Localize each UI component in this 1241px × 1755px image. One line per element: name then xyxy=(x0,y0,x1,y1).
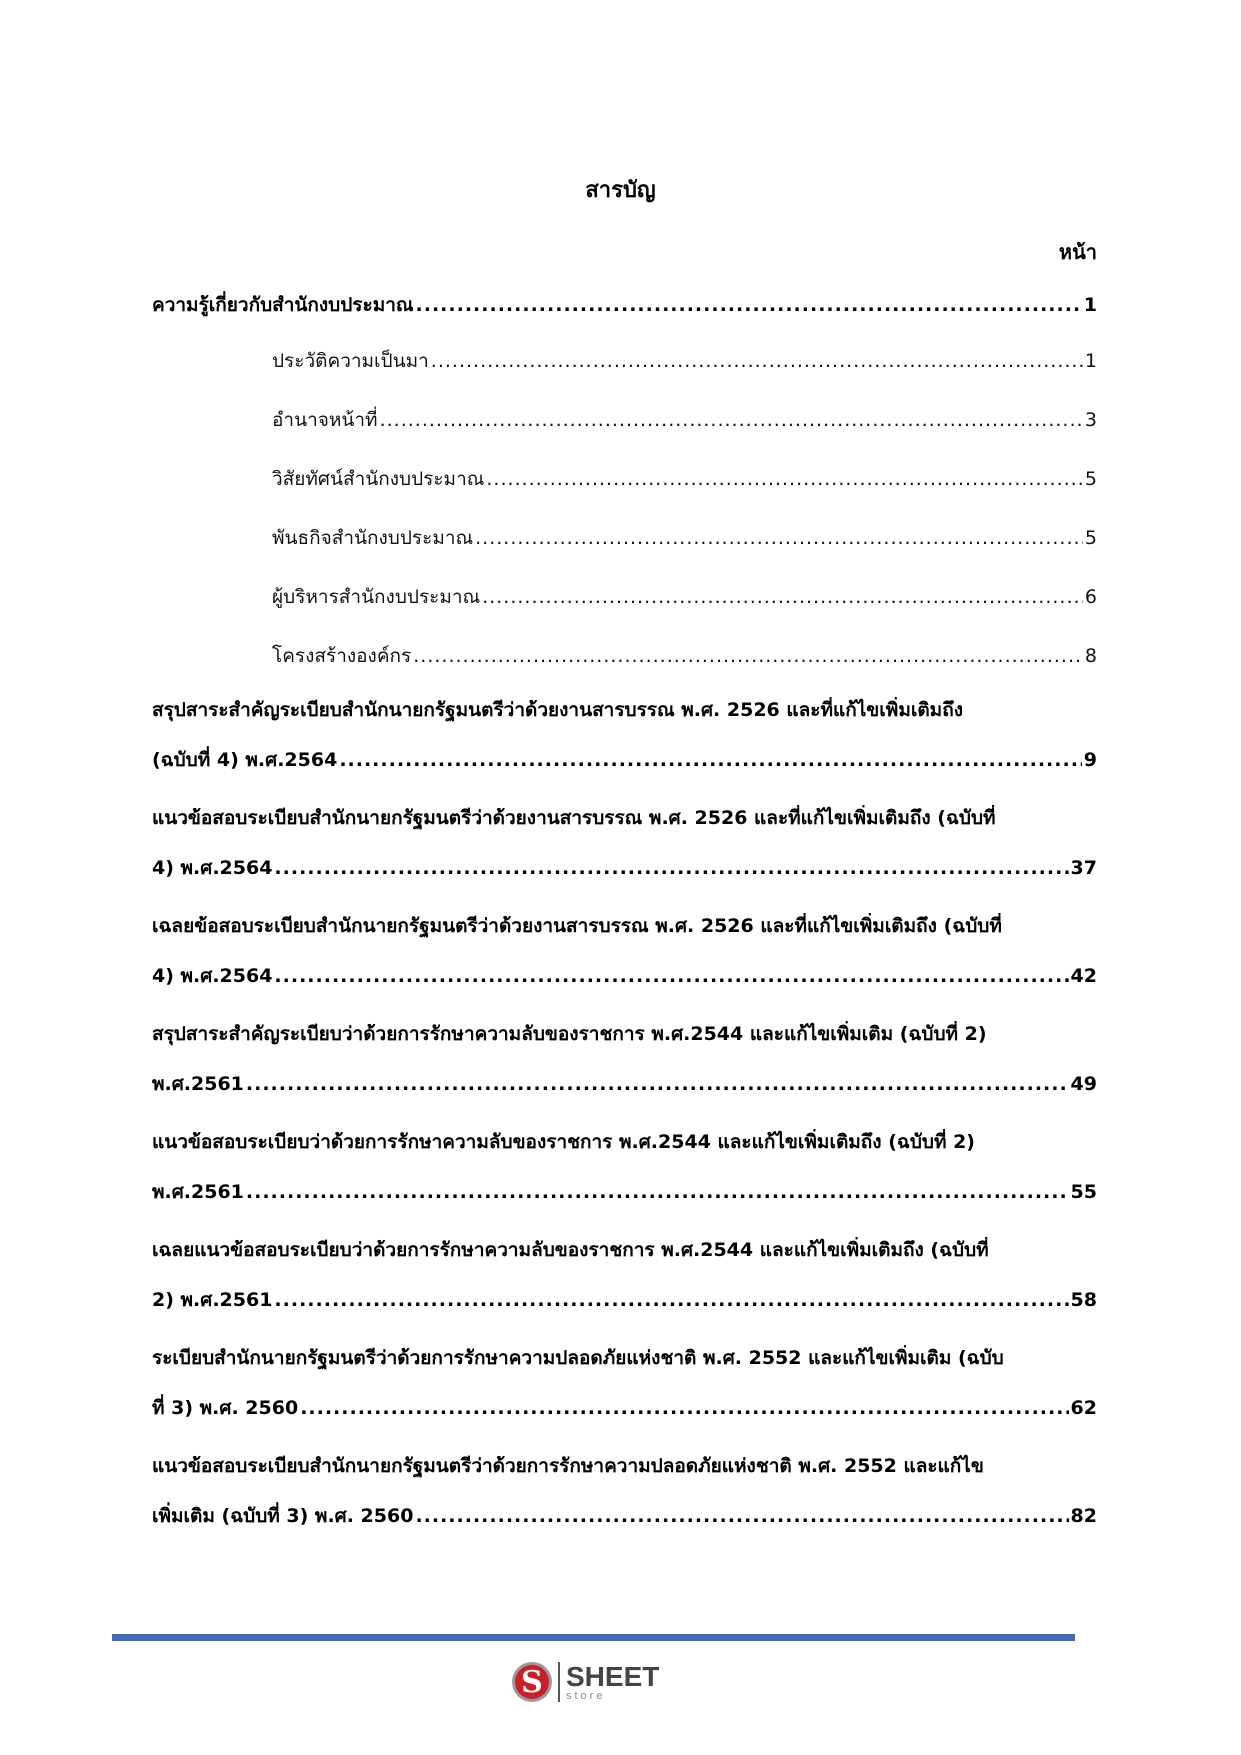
toc-leader-dots xyxy=(274,1287,1068,1313)
page-title: สารบัญ xyxy=(585,178,656,203)
toc-subentry xyxy=(152,584,1097,610)
toc-entry-title: พ.ศ.2561 xyxy=(152,1073,244,1095)
toc-entry-title: 2) พ.ศ.2561 xyxy=(152,1289,273,1311)
footer-divider-bar xyxy=(112,1634,1075,1641)
toc-leader-dots xyxy=(300,1395,1068,1421)
toc-entry-title-line1: เฉลยแนวข้อสอบระเบียบว่าด้วยการรักษาความลับของราชการ พ.ศ.2544 และแก้ไขเพิ่มเติมถึง (ฉบับที่ xyxy=(152,1239,989,1261)
toc-entry-page: 9 xyxy=(1083,749,1097,771)
toc-leader-dots xyxy=(274,963,1068,989)
toc-entry xyxy=(152,292,1097,318)
toc-entry-title: พันธกิจสำนักงบประมาณ xyxy=(272,527,474,549)
toc-leader-dots xyxy=(339,747,1081,773)
toc-entry-page: 62 xyxy=(1070,1397,1097,1419)
toc-leader-dots xyxy=(431,348,1083,374)
logo-sub-text: store xyxy=(566,1689,606,1702)
toc-leader-dots xyxy=(246,1179,1069,1205)
toc-subentry xyxy=(152,643,1097,669)
toc-entry-page: 58 xyxy=(1070,1289,1097,1311)
toc-entry xyxy=(152,1129,1097,1205)
toc-entry xyxy=(152,1237,1097,1313)
toc-entry-title: โครงสร้างองค์กร xyxy=(272,645,412,667)
toc-leader-dots xyxy=(475,525,1083,551)
toc-leader-dots xyxy=(416,292,1082,318)
toc-entry-page: 42 xyxy=(1070,965,1097,987)
toc-entry-page: 37 xyxy=(1070,857,1097,879)
toc-entry-title: (ฉบับที่ 4) พ.ศ.2564 xyxy=(152,749,338,771)
toc-entry-title: 4) พ.ศ.2564 xyxy=(152,965,273,987)
toc-subentry xyxy=(152,348,1097,374)
toc-entry-title: เพิ่มเติม (ฉบับที่ 3) พ.ศ. 2560 xyxy=(152,1505,414,1527)
toc-entry-title: 4) พ.ศ.2564 xyxy=(152,857,273,879)
toc-entry-title-line1: ระเบียบสำนักนายกรัฐมนตรีว่าด้วยการรักษาความปลอดภัยแห่งชาติ พ.ศ. 2552 และแก้ไขเพิ่มเติม (ฉบับ xyxy=(152,1347,1004,1369)
toc-subentry xyxy=(152,525,1097,551)
toc-entry-page: 8 xyxy=(1084,645,1097,667)
toc-entry-title-line1: สรุปสาระสำคัญระเบียบว่าด้วยการรักษาความลับของราชการ พ.ศ.2544 และแก้ไขเพิ่มเติม (ฉบับที่ 2) xyxy=(152,1023,987,1045)
toc-leader-dots xyxy=(413,643,1083,669)
toc-entry-page: 1 xyxy=(1084,350,1097,372)
logo-wordmark xyxy=(566,1660,660,1702)
logo-main-text: SHEET xyxy=(566,1660,660,1692)
table-of-contents xyxy=(152,292,1097,1529)
toc-entry-title-line1: เฉลยข้อสอบระเบียบสำนักนายกรัฐมนตรีว่าด้วยงานสารบรรณ พ.ศ. 2526 และที่แก้ไขเพิ่มเติมถึง (ฉบับที่ xyxy=(152,915,1002,937)
toc-leader-dots xyxy=(274,855,1068,881)
toc-subentry xyxy=(152,407,1097,433)
toc-entry-title: ผู้บริหารสำนักงบประมาณ xyxy=(272,586,481,608)
page-column-heading: หน้า xyxy=(1058,240,1097,264)
toc-entry-title: ประวัติความเป็นมา xyxy=(272,350,429,372)
toc-entry-page: 82 xyxy=(1070,1505,1097,1527)
toc-entry-page: 5 xyxy=(1084,468,1097,490)
toc-entry-page: 55 xyxy=(1070,1181,1097,1203)
logo-separator xyxy=(558,1662,560,1702)
toc-entry xyxy=(152,805,1097,881)
toc-leader-dots xyxy=(246,1071,1069,1097)
logo-s-icon: S xyxy=(512,1662,552,1702)
toc-entry xyxy=(152,1453,1097,1529)
toc-entry-title: วิสัยทัศน์สำนักงบประมาณ xyxy=(272,468,485,490)
toc-entry xyxy=(152,1345,1097,1421)
toc-subentry xyxy=(152,466,1097,492)
toc-entry-title-line1: แนวข้อสอบระเบียบสำนักนายกรัฐมนตรีว่าด้วยงานสารบรรณ พ.ศ. 2526 และที่แก้ไขเพิ่มเติมถึง (ฉบับที่ xyxy=(152,807,996,829)
toc-entry-page: 6 xyxy=(1084,586,1097,608)
toc-leader-dots xyxy=(380,407,1083,433)
toc-entry-page: 5 xyxy=(1084,527,1097,549)
toc-entry-page: 1 xyxy=(1083,294,1097,316)
toc-leader-dots xyxy=(482,584,1083,610)
toc-entry-page: 49 xyxy=(1070,1073,1097,1095)
toc-entry xyxy=(152,697,1097,773)
toc-leader-dots xyxy=(486,466,1083,492)
toc-entry-title-line1: แนวข้อสอบระเบียบสำนักนายกรัฐมนตรีว่าด้วยการรักษาความปลอดภัยแห่งชาติ พ.ศ. 2552 และแก้ไข xyxy=(152,1455,984,1477)
toc-entry-title: พ.ศ.2561 xyxy=(152,1181,244,1203)
toc-entry xyxy=(152,913,1097,989)
toc-entry-page: 3 xyxy=(1084,409,1097,431)
toc-entry xyxy=(152,1021,1097,1097)
toc-entry-title-line1: แนวข้อสอบระเบียบว่าด้วยการรักษาความลับของราชการ พ.ศ.2544 และแก้ไขเพิ่มเติมถึง (ฉบับที่ 2) xyxy=(152,1131,975,1153)
sheet-store-logo xyxy=(512,1662,659,1702)
toc-entry-title: ความรู้เกี่ยวกับสำนักงบประมาณ xyxy=(152,294,414,316)
toc-entry-title: ที่ 3) พ.ศ. 2560 xyxy=(152,1397,299,1419)
toc-entry-title-line1: สรุปสาระสำคัญระเบียบสำนักนายกรัฐมนตรีว่าด้วยงานสารบรรณ พ.ศ. 2526 และที่แก้ไขเพิ่มเติมถึง xyxy=(152,699,963,721)
toc-leader-dots xyxy=(415,1503,1068,1529)
toc-entry-title: อำนาจหน้าที่ xyxy=(272,409,378,431)
